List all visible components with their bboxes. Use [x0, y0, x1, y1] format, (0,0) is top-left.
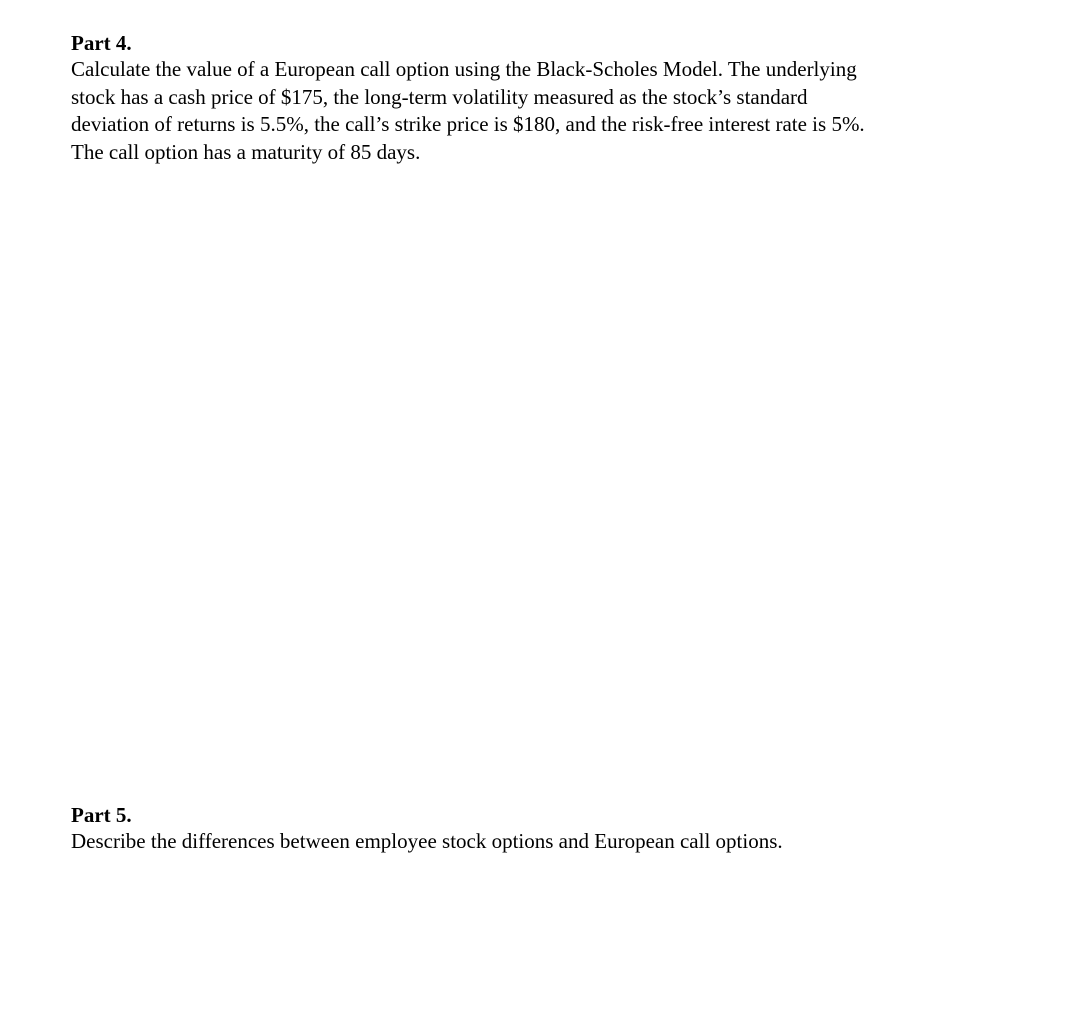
part-4-line: Calculate the value of a European call option using the Black-Scholes Model. The underlying: [71, 57, 857, 81]
part-4-line: deviation of returns is 5.5%, the call’s strike price is $180, and the risk-free interest rate is 5%.: [71, 112, 865, 136]
part-5-line: Describe the differences between employee stock options and European call options.: [71, 829, 783, 853]
part-4-line: The call option has a maturity of 85 days.: [71, 139, 421, 164]
part-4-question: [71, 56, 1031, 166]
part-5-section: [71, 802, 1031, 856]
part-5-heading: Part 5.: [71, 803, 132, 827]
part-4-section: [71, 30, 1031, 166]
part-4-line: stock has a cash price of $175, the long-term volatility measured as the stock’s standard: [71, 84, 808, 109]
part-5-question: [71, 828, 1031, 856]
part-4-heading: Part 4.: [71, 31, 132, 55]
